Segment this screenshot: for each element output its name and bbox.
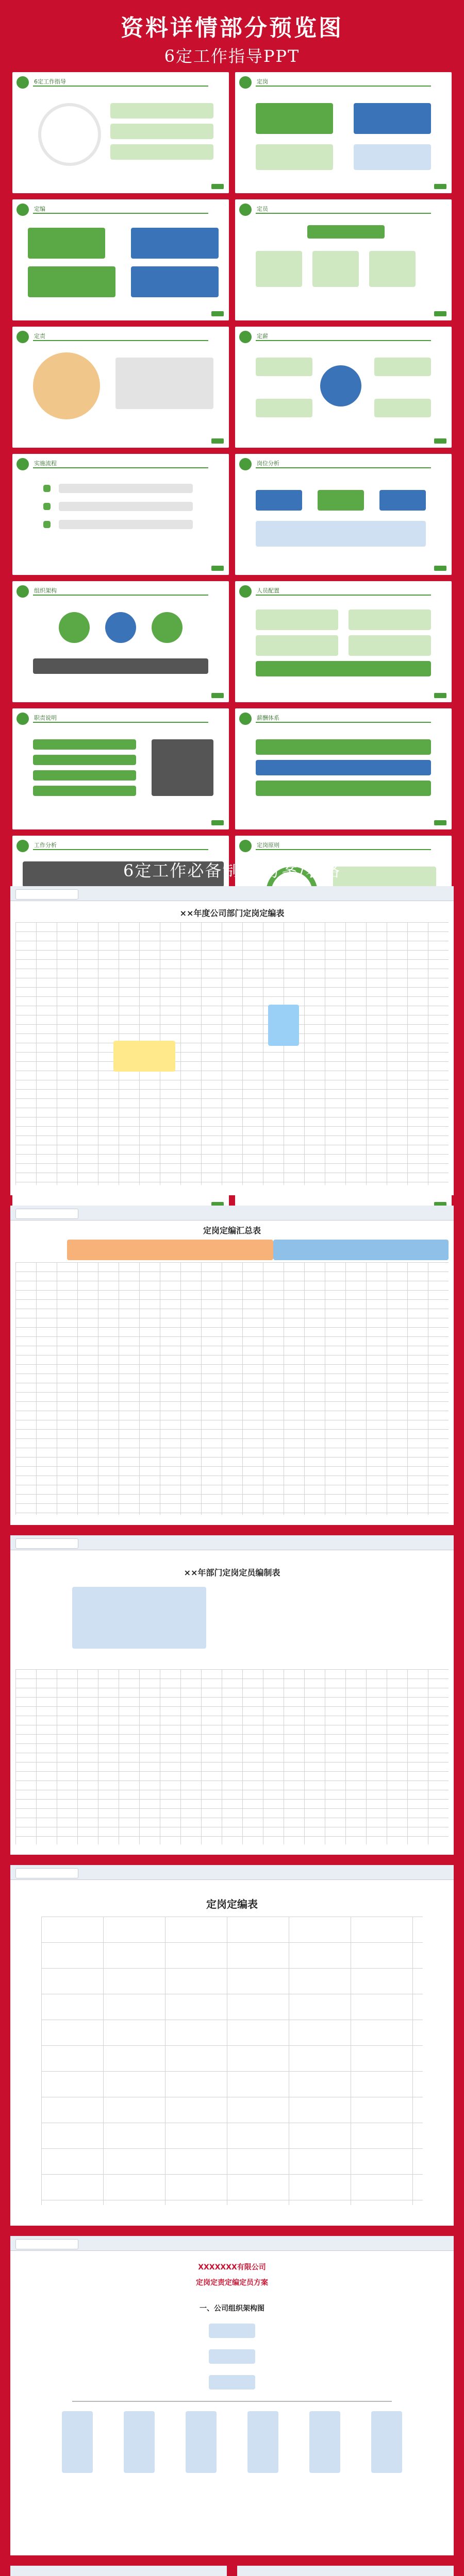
doc-section: 一、公司组织架构图	[200, 2304, 264, 2313]
slide-thumbnail[interactable]	[12, 454, 229, 575]
document-preview[interactable]	[10, 2566, 227, 2576]
slide-title: 工作分析	[34, 842, 57, 849]
people-icon	[33, 352, 100, 419]
document-preview[interactable]	[10, 1865, 454, 2226]
document-preview[interactable]	[237, 2566, 454, 2576]
docs-section-title: 6定工作必备制度/方案/表格	[123, 861, 341, 880]
spreadsheet-preview[interactable]	[10, 1535, 454, 1855]
slide-thumbnail[interactable]	[12, 327, 229, 448]
slide-title: 岗位分析	[257, 460, 279, 467]
bulb-icon	[38, 103, 101, 166]
doc-title: 定岗定责定编定员方案	[196, 2279, 268, 2287]
slide-title: 人员配置	[257, 587, 279, 594]
slide-logo-icon	[16, 76, 29, 89]
doc-title: 定岗定编表	[206, 1898, 258, 1910]
sheet-title: ××年度公司部门定岗定编表	[179, 908, 285, 918]
slide-title: 定岗原则	[257, 842, 279, 849]
slide-thumbnail[interactable]	[12, 581, 229, 702]
slide-thumbnail[interactable]	[12, 199, 229, 320]
slide-title: 定员	[257, 206, 268, 212]
slide-title: 定责	[34, 333, 45, 340]
spreadsheet-preview[interactable]	[10, 886, 454, 1195]
slide-title: 职责说明	[34, 715, 57, 721]
slide-thumbnail[interactable]	[235, 327, 452, 448]
slide-title: 定编	[34, 206, 45, 212]
sheet-title: 定岗定编汇总表	[203, 1226, 261, 1235]
slide-title: 薪酬体系	[257, 715, 279, 721]
spreadsheet-preview[interactable]	[10, 1206, 454, 1525]
slide-title: 组织架构	[34, 587, 57, 594]
slide-thumbnail[interactable]	[12, 708, 229, 829]
document-preview[interactable]	[10, 2236, 454, 2555]
sheet-title: ××年部门定岗定员编制表	[184, 1568, 280, 1578]
slide-title: 实施流程	[34, 460, 57, 467]
slide-thumbnail[interactable]	[235, 454, 452, 575]
page-title: 资料详情部分预览图	[121, 15, 343, 41]
slide-title: 定薪	[257, 333, 268, 340]
slide-title: 定岗	[257, 78, 268, 85]
slide-thumbnail[interactable]	[235, 199, 452, 320]
slide-title: 6定工作指导	[34, 78, 66, 85]
slide-thumbnail[interactable]	[235, 581, 452, 702]
slide-thumbnail[interactable]	[235, 72, 452, 193]
doc-company: XXXXXXX有限公司	[198, 2263, 266, 2272]
ppt-section-title: 6定工作指导PPT	[164, 46, 300, 66]
slide-thumbnail[interactable]	[235, 708, 452, 829]
slide-thumbnail[interactable]	[12, 72, 229, 193]
